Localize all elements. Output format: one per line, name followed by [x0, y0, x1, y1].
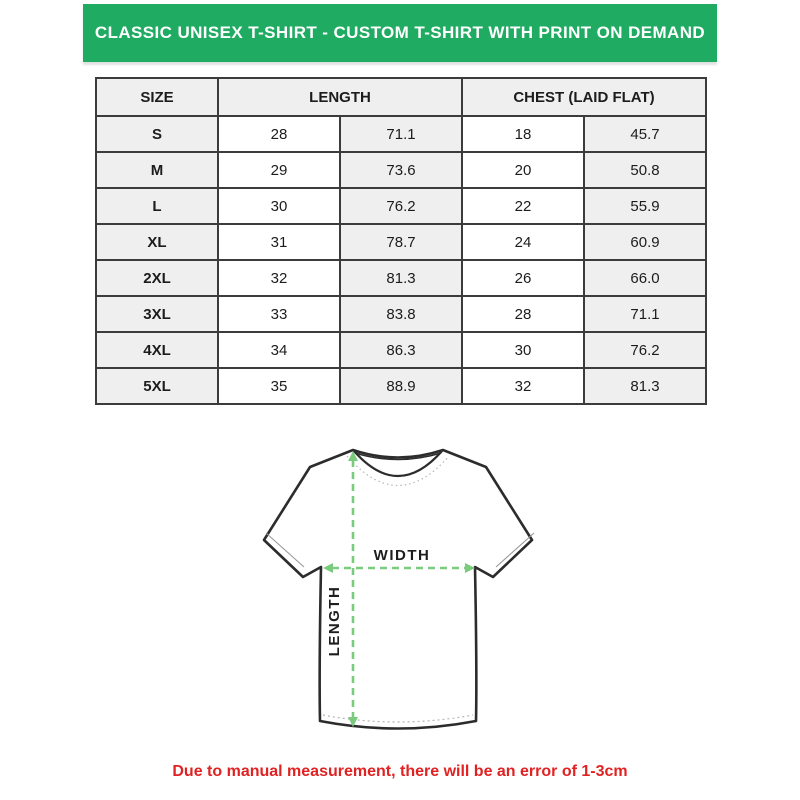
- size-label: M: [96, 152, 218, 188]
- size-label: 2XL: [96, 260, 218, 296]
- tshirt-diagram: [250, 443, 550, 755]
- size-label: 3XL: [96, 296, 218, 332]
- chest-in-cell: 32: [462, 368, 584, 404]
- table-row: [96, 224, 706, 260]
- length-cm-cell: 71.1: [340, 116, 462, 152]
- col-header-chest: CHEST (LAID FLAT): [462, 78, 706, 116]
- page-title: CLASSIC UNISEX T-SHIRT - CUSTOM T-SHIRT WITH PRINT ON DEMAND: [83, 4, 717, 62]
- chest-cm-cell: 66.0: [584, 260, 706, 296]
- chest-in-cell: 28: [462, 296, 584, 332]
- size-label: 5XL: [96, 368, 218, 404]
- size-chart: [95, 77, 707, 405]
- chest-in-cell: 30: [462, 332, 584, 368]
- chest-cm-cell: 45.7: [584, 116, 706, 152]
- size-label: 4XL: [96, 332, 218, 368]
- size-label: L: [96, 188, 218, 224]
- chest-cm-cell: 81.3: [584, 368, 706, 404]
- length-in-cell: 31: [218, 224, 340, 260]
- chest-cm-cell: 60.9: [584, 224, 706, 260]
- length-cm-cell: 76.2: [340, 188, 462, 224]
- table-row: [96, 368, 706, 404]
- header-row: [96, 78, 706, 116]
- tshirt-outline: [264, 450, 534, 729]
- chest-in-cell: 22: [462, 188, 584, 224]
- chest-in-cell: 20: [462, 152, 584, 188]
- measurement-note: Due to manual measurement, there will be an error of 1-3cm: [172, 763, 628, 780]
- length-in-cell: 29: [218, 152, 340, 188]
- length-cm-cell: 88.9: [340, 368, 462, 404]
- table-row: [96, 152, 706, 188]
- size-chart-table: [95, 77, 707, 405]
- length-cm-cell: 78.7: [340, 224, 462, 260]
- length-in-cell: 28: [218, 116, 340, 152]
- width-label: WIDTH: [373, 547, 431, 564]
- chest-cm-cell: 76.2: [584, 332, 706, 368]
- length-cm-cell: 86.3: [340, 332, 462, 368]
- chest-in-cell: 26: [462, 260, 584, 296]
- table-row: [96, 188, 706, 224]
- chest-cm-cell: 55.9: [584, 188, 706, 224]
- chest-cm-cell: 71.1: [584, 296, 706, 332]
- table-row: [96, 332, 706, 368]
- col-header-size: SIZE: [96, 78, 218, 116]
- chest-cm-cell: 50.8: [584, 152, 706, 188]
- table-row: [96, 296, 706, 332]
- size-label: S: [96, 116, 218, 152]
- length-in-cell: 33: [218, 296, 340, 332]
- chest-in-cell: 18: [462, 116, 584, 152]
- length-cm-cell: 83.8: [340, 296, 462, 332]
- length-cm-cell: 81.3: [340, 260, 462, 296]
- col-header-length: LENGTH: [218, 78, 462, 116]
- length-in-cell: 34: [218, 332, 340, 368]
- size-label: XL: [96, 224, 218, 260]
- length-in-cell: 30: [218, 188, 340, 224]
- length-cm-cell: 73.6: [340, 152, 462, 188]
- length-label: LENGTH: [326, 585, 343, 657]
- table-row: [96, 116, 706, 152]
- table-row: [96, 260, 706, 296]
- chest-in-cell: 24: [462, 224, 584, 260]
- length-in-cell: 35: [218, 368, 340, 404]
- length-in-cell: 32: [218, 260, 340, 296]
